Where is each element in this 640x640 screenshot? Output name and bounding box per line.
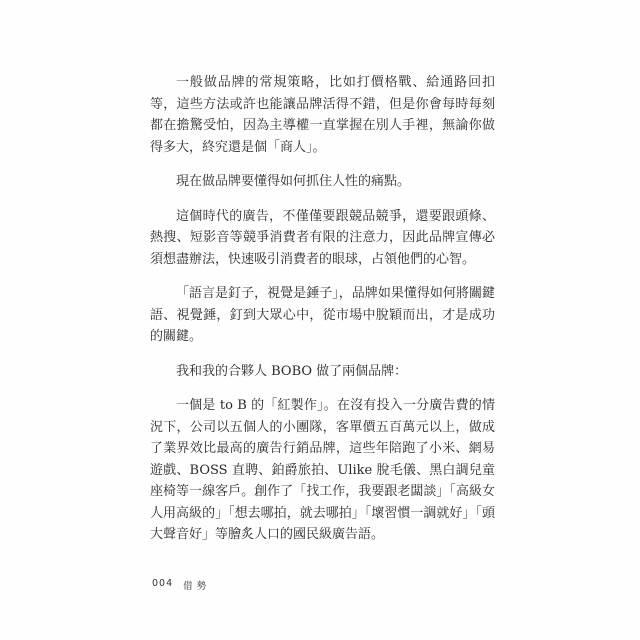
- paragraph-2: 現在做品牌要懂得如何抓住人性的痛點。: [176, 174, 411, 189]
- paragraph-6: 一個是 to B 的「紅製作」。在沒有投入一分廣告費的情況下，公司以五個人的小團隊，客單價五百萬元以上，做成了業界效比最高的廣告行銷品牌，這些年陪跑了小米、網易遊戲、BOSS 直聘、鉑爵旅拍、Ulike 脫毛儀、黑白調兒童座椅等一線客戶。創作了「找工作，我要跟老闆談」「高級女人用高級的」「想去哪拍，就去哪拍」「壞習慣一調就好」「頭大聲音好」等膾炙人口的國民級廣告語。: [150, 398, 495, 542]
- paragraph-5: 我和我的合夥人 BOBO 做了兩個品牌：: [176, 363, 408, 379]
- paragraph-1: 一般做品牌的常規策略，比如打價格戰、給通路回扣等，這些方法或許也能讓品牌活得不錯，但是你會每時每刻都在擔驚受怕，因為主導權一直掌握在別人手裡，無論你做得多大，終究還是個「商人」。: [150, 75, 495, 155]
- paragraph-3: 這個時代的廣告，不僅僅要跟競品競爭，還要跟頭條、熱搜、短影音等競爭消費者有限的注意力，因此品牌宣傳必須想盡辦法，快速吸引消費者的眼球，占領他們的心智。: [150, 208, 495, 267]
- page-number: 004: [152, 578, 174, 589]
- page-footer: [152, 578, 210, 592]
- book-title: 借勢: [183, 581, 211, 592]
- paragraph-4: 「語言是釘子，視覺是錘子」，品牌如果懂得如何將關鍵語、視覺錘，釘到大眾心中，從市場中脫穎而出，才是成功的關鍵。: [150, 286, 495, 344]
- body-text: [150, 72, 495, 559]
